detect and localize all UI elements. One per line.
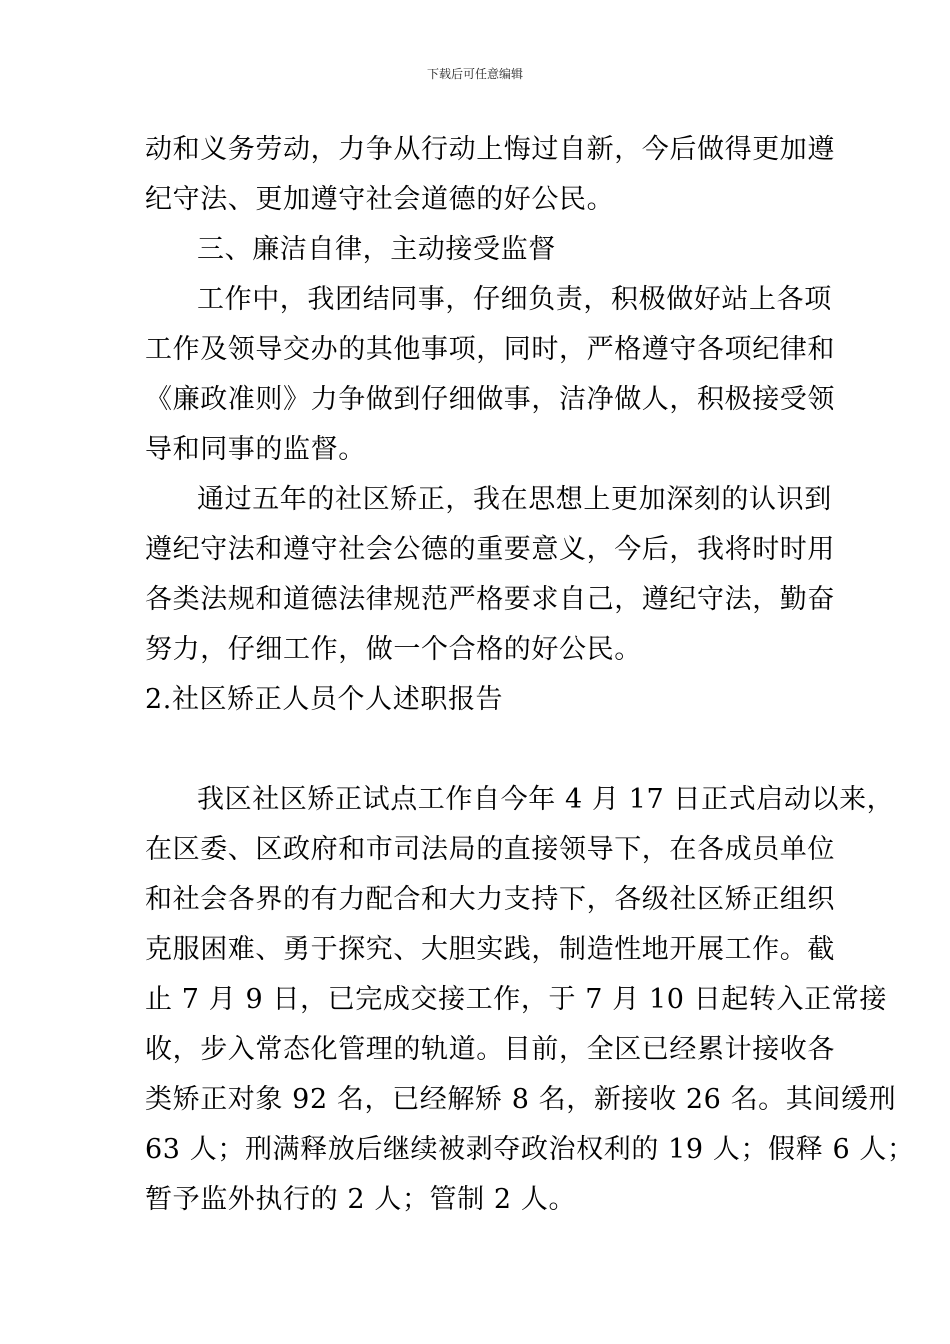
paragraph-line: 收，步入常态化管理的轨道。目前，全区已经累计接收各 <box>145 1034 835 1065</box>
paragraph-line: 在区委、区政府和市司法局的直接领导下，在各成员单位 <box>145 834 835 865</box>
paragraph-line: 纪守法、更加遵守社会道德的好公民。 <box>145 184 615 215</box>
blank-line <box>145 725 825 775</box>
paragraph-line: 工作中，我团结同事，仔细负责，积极做好站上各项 <box>197 284 832 315</box>
page-header: 下载后可任意编辑 <box>426 67 523 81</box>
paragraph-line: 工作及领导交办的其他事项，同时，严格遵守各项纪律和 <box>145 334 835 365</box>
paragraph-line: 止 7 月 9 日，已完成交接工作，于 7 月 10 日起转入正常接 <box>145 984 887 1015</box>
paragraph-line: 动和义务劳动，力争从行动上悔过自新，今后做得更加遵 <box>145 134 835 165</box>
paragraph-line: 各类法规和道德法律规范严格要求自己，遵纪守法，勤奋 <box>145 584 835 615</box>
paragraph-line: 遵纪守法和遵守社会公德的重要意义，今后，我将时时用 <box>145 534 835 565</box>
paragraph-line: 63 人；刑满释放后继续被剥夺政治权利的 19 人；假释 6 人； <box>145 1134 915 1165</box>
paragraph-line: 通过五年的社区矫正，我在思想上更加深刻的认识到 <box>197 484 832 515</box>
document-body <box>145 125 915 1225</box>
paragraph-line: 《廉政准则》力争做到仔细做事，洁净做人，积极接受领 <box>145 384 835 415</box>
paragraph-line: 努力，仔细工作，做一个合格的好公民。 <box>145 634 642 665</box>
paragraph-line: 和社会各界的有力配合和大力支持下，各级社区矫正组织 <box>145 884 835 915</box>
paragraph-line: 类矫正对象 92 名，已经解矫 8 名，新接收 26 名。其间缓刑 <box>145 1084 897 1115</box>
paragraph-line: 克服困难、勇于探究、大胆实践，制造性地开展工作。截 <box>145 934 835 965</box>
section-heading: 三、廉洁自律，主动接受监督 <box>197 234 556 265</box>
paragraph-line: 导和同事的监督。 <box>145 434 366 465</box>
report-title: 2.社区矫正人员个人述职报告 <box>145 684 504 715</box>
paragraph-line: 我区社区矫正试点工作自今年 4 月 17 日正式启动以来， <box>197 784 895 815</box>
paragraph-line: 暂予监外执行的 2 人；管制 2 人。 <box>145 1184 577 1215</box>
